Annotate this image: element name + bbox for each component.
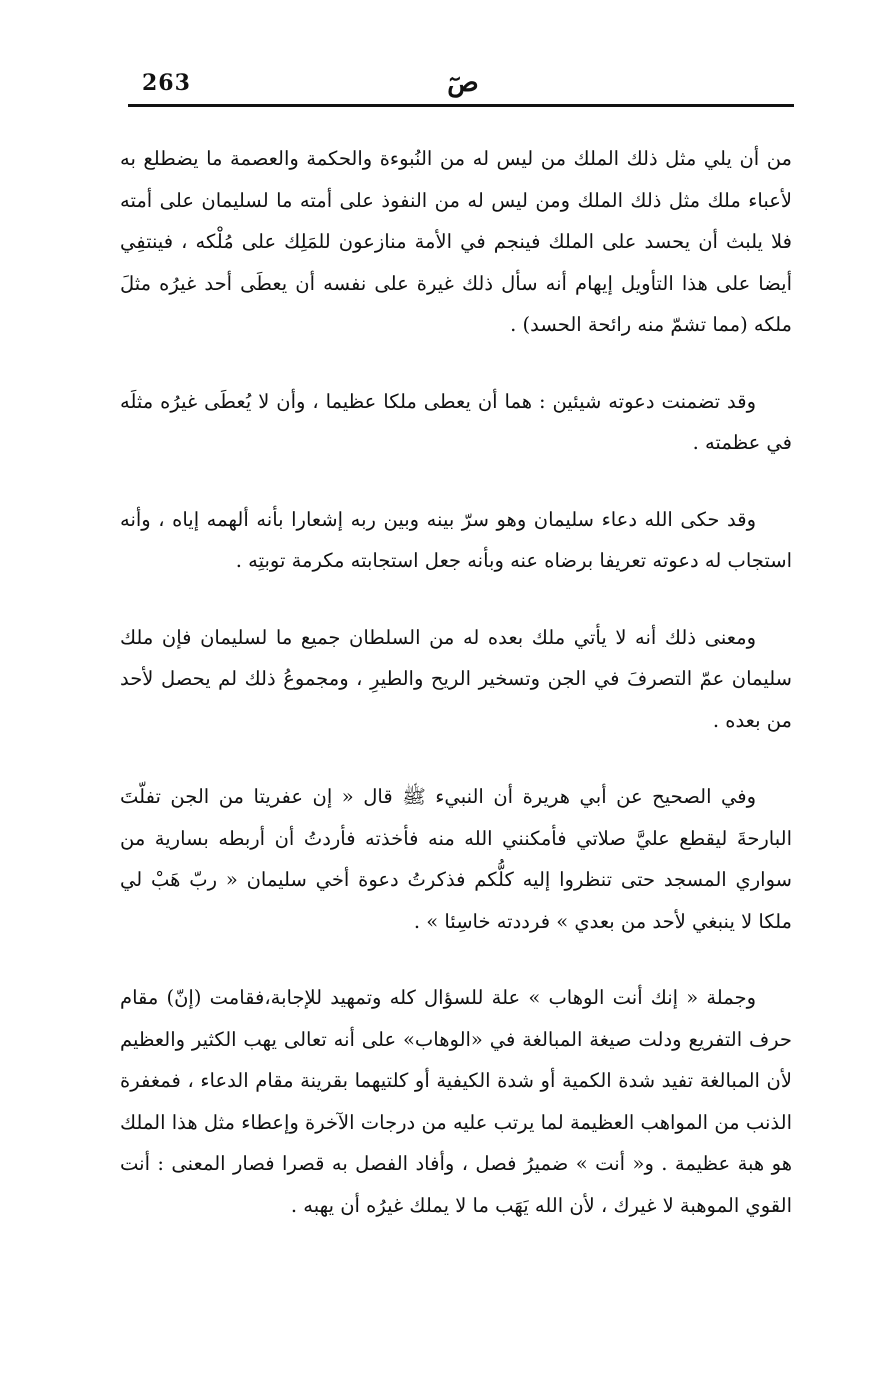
paragraph-1: من أن يلي مثل ذلك الملك من ليس له من النُبوءة والحكمة والعصمة ما يضطلع به لأعباء ملك مثل ذلك الملك ومن ليس له من النفوذ على أمته ما لسليمان على أمته فلا يلبث أن يحسد على الملك فينجم في الأمة منازعون للمَلِك على مُلْكه ، فينتفِي أيضا على هذا التأويل إيهام أنه سأل ذلك غيرة على نفسه أن يعطَى أحد غيرُه مثلَ ملكه (مما تشمّ منه رائحة الحسد) . xyxy=(120,147,792,336)
paragraph-4: ومعنى ذلك أنه لا يأتي ملك بعده له من السلطان جميع ما لسليمان فإن ملك سليمان عمّ التصرفَ في الجن وتسخير الريح والطيرِ ، ومجموعُ ذلك لم يحصل لأحد من بعده . xyxy=(120,625,792,732)
paragraph-6: وجملة « إنك أنت الوهاب » علة للسؤال كله وتمهيد للإجابة،فقامت (إنّ) مقام حرف التفريع ودلت صيغة المبالغة في «الوهاب» على أنه تعالى يهب الكثير والعظيم لأن المبالغة تفيد شدة الكمية أو شدة الكيفية أو كلتيهما بقرينة مقام الدعاء ، فمغفرة الذنب من المواهب العظيمة لما يرتب عليه من درجات الآخرة وإعطاء مثل هذا الملك هو هبة عظيمة . و« أنت » ضميرُ فصل ، وأفاد الفصل به قصرا فصار المعنى : أنت القوي الموهبة لا غيرك ، لأن الله يَهَب ما لا يملك غيرُه أن يهبه . xyxy=(120,986,792,1217)
paragraph-2: وقد تضمنت دعوته شيئين : هما أن يعطى ملكا عظيما ، وأن لا يُعطَى غيرُه مثلَه في عظمته . xyxy=(120,389,792,454)
paragraph-5: وفي الصحيح عن أبي هريرة أن النبيء ﷺ قال « إن عفريتا من الجن تفلّتَ البارحةَ ليقطع عليَّ صلاتي فأمكنني الله منه فأخذته فأردتُ أن أربطه بسارية من سواري المسجد حتى تنظروا إليه كلُّكم فذكرتُ دعوة أخي سليمان « ربّ هَبْ لي ملكا لا ينبغي لأحد من بعدي » فرددته خاسِئا » . xyxy=(120,785,792,933)
page-header xyxy=(128,68,794,106)
body-text xyxy=(120,138,792,1261)
paragraph-3: وقد حكى الله دعاء سليمان وهو سرّ بينه وبين ربه إشعارا بأنه ألهمه إياه ، وأنه استجاب له دعوته تعريفا برضاه عنه وبأنه جعل استجابته مكرمة توبتِه . xyxy=(120,507,792,572)
surah-name: صٓ xyxy=(447,68,479,98)
page-number: 263 xyxy=(142,70,191,96)
header-rule xyxy=(128,104,794,107)
